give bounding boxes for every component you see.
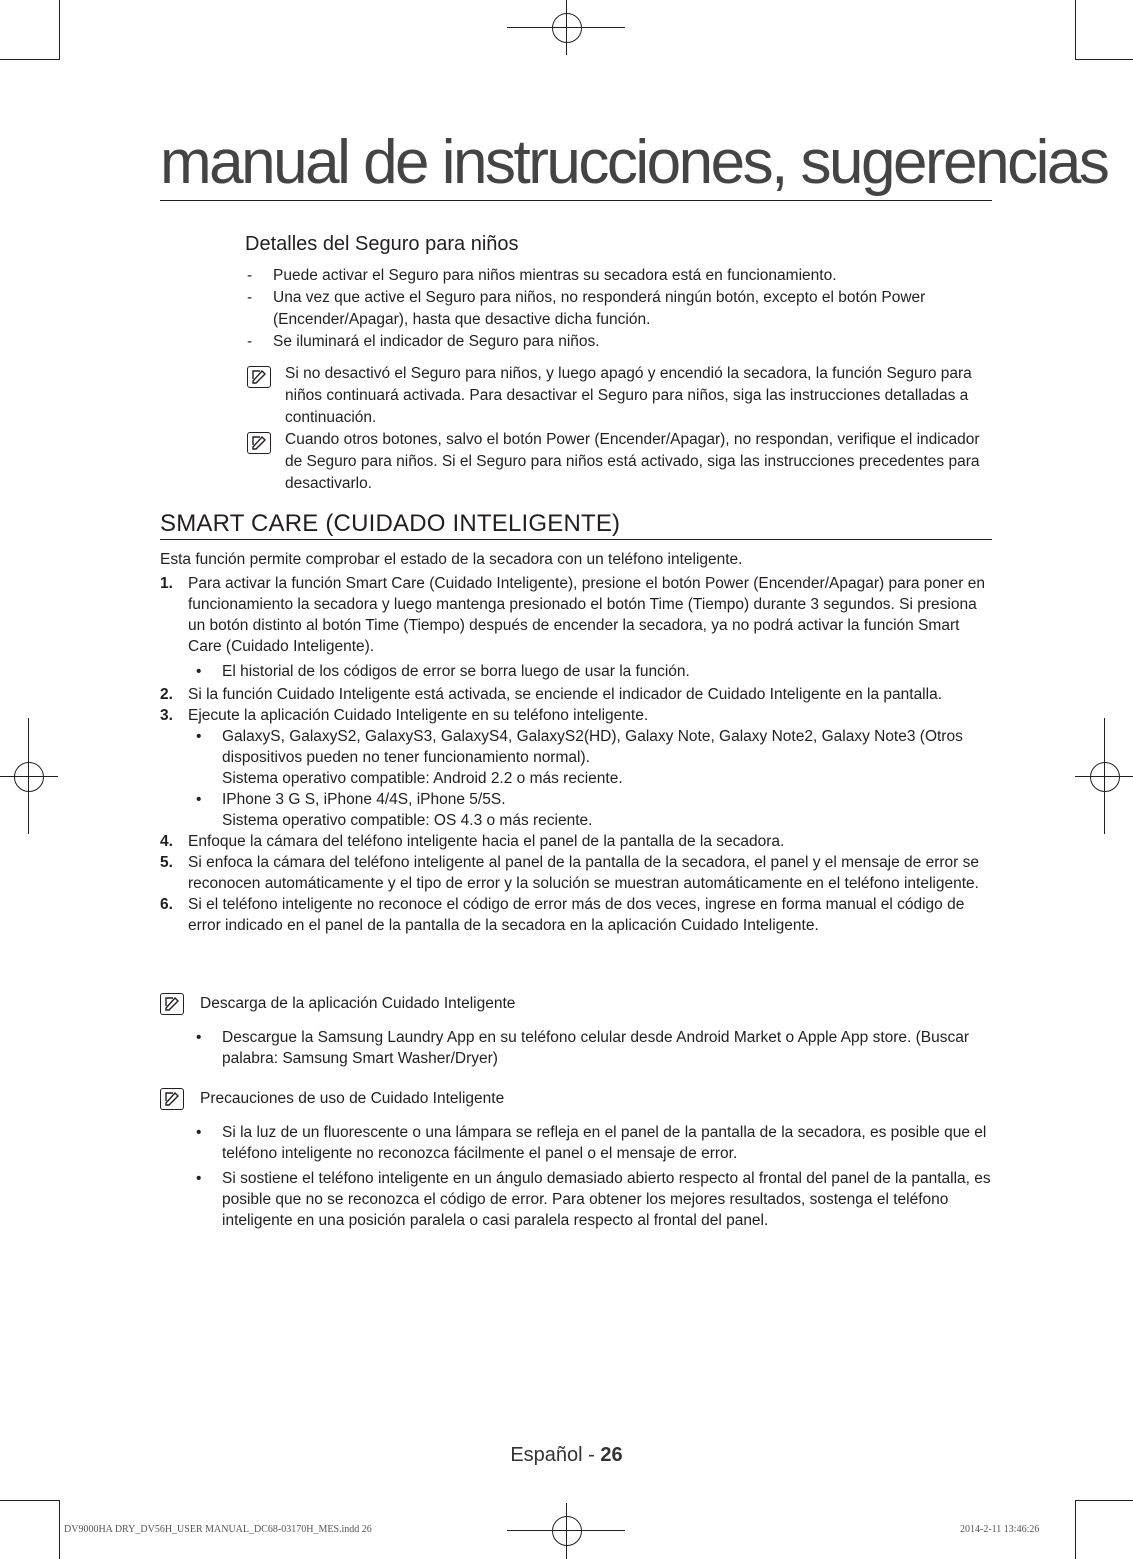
smart-care-heading: SMART CARE (CUIDADO INTELIGENTE) [160,510,621,537]
step-item: 1. Para activar la función Smart Care (Cuidado Inteligente), presione el botón Power (Encender/Apagar) para poner en funcionamiento la secadora y luego mantenga presionado el botón Time (Tiempo) durante 3 segundos. Si presiona un botón distinto al botón Time (Tiempo) después de encender la secadora, ya no podrá activar la función Smart Care (Cuidado Inteligente). • El historial de los códigos de error se borra luego de usar la función. [160,573,995,682]
section-rule [160,539,992,540]
title-rule [160,200,992,201]
note-icon [160,993,184,1015]
list-item-os: Sistema operativo compatible: OS 4.3 o más reciente. [222,812,593,829]
note-icon [160,1088,184,1110]
smart-care-steps [160,573,995,936]
note-title: Precauciones de uso de Cuidado Inteligente [200,1090,505,1107]
note-title: Descarga de la aplicación Cuidado Inteligente [200,995,516,1012]
file-slug: DV9000HA DRY_DV56H_USER MANUAL_DC68-03170H_MES.indd 26 [64,1524,372,1535]
list-item: • Si la luz de un fluorescente o una lámpara se refleja en el panel de la pantalla de la secadora, es posible que el teléfono inteligente no reconozca fácilmente el panel o el mensaje de error. [196,1124,987,1162]
list-item: • GalaxyS, GalaxyS2, GalaxyS3, GalaxyS4, GalaxyS2(HD), Galaxy Note, Galaxy Note2, Galaxy Note3 (Otros dispositivos pueden no tener funcionamiento normal). [196,728,963,766]
list-item: • IPhone 3 G S, iPhone 4/4S, iPhone 5/5S. [196,791,506,808]
list-item: - Puede activar el Seguro para niños mientras su secadora está en funcionamiento. [247,267,837,284]
step-item: 3. Ejecute la aplicación Cuidado Inteligente en su teléfono inteligente. • GalaxyS, GalaxyS2, GalaxyS3, GalaxyS4, GalaxyS2(HD), Galaxy Note, Galaxy Note2, Galaxy Note3 (Otros dispositivos pueden no tener funcionamiento normal). Sistema operativo compatible: Android 2.2 o más reciente. • IPhone 3 G S, iPhone 4/4S, iPhone 5/5S. Sistema operativo compatible: OS 4.3 o más reciente. [160,705,995,831]
child-lock-heading: Detalles del Seguro para niños [245,233,519,255]
list-item: • Si sostiene el teléfono inteligente en un ángulo demasiado abierto respecto al frontal del panel de la pantalla, es posible que no se reconozca el código de error. Para obtener los mejores resultados, sostenga el teléfono inteligente en una posición paralela o casi paralela respecto al frontal del panel. [196,1170,991,1229]
step-item: 2. Si la función Cuidado Inteligente está activada, se enciende el indicador de Cuidado Inteligente en la pantalla. [160,686,942,703]
page-title: manual de instrucciones, sugerencias [160,128,1108,197]
step-1-bullets [160,661,995,682]
crop-mark [1075,59,1133,60]
list-item: • El historial de los códigos de error se borra luego de usar la función. [196,663,690,680]
note-icon [247,432,271,454]
list-item: - Una vez que active el Seguro para niños, no responderá ningún botón, excepto el botón Power (Encender/Apagar), hasta que desactive dicha función. [247,289,926,328]
step-item: 6. Si el teléfono inteligente no reconoce el código de error más de dos veces, ingrese en forma manual el código de error indicado en el panel de la pantalla de la secadora en la aplicación Cuidado Inteligente. [160,896,965,934]
crop-mark [59,0,60,60]
step-item: 5. Si enfoca la cámara del teléfono inteligente al panel de la pantalla de la secadora, el panel y el mensaje de error se reconocen automáticamente y el tipo de error y la solución se muestran automáticamente en el teléfono inteligente. [160,854,980,892]
list-item-os: Sistema operativo compatible: Android 2.2 o más reciente. [222,770,623,787]
crop-mark [1075,1500,1076,1559]
list-item: • Descargue la Samsung Laundry App en su teléfono celular desde Android Market o Apple App store. (Buscar palabra: Samsung Smart Washer/Dryer) [196,1029,970,1067]
note-child-lock-1 [245,363,995,429]
crop-mark [59,1500,60,1559]
step-item: 4. Enfoque la cámara del teléfono inteligente hacia el panel de la pantalla de la secadora. [160,833,785,850]
page-number: Español - 26 [510,1444,623,1466]
smart-care-intro: Esta función permite comprobar el estado de la secadora con un teléfono inteligente. [160,551,743,568]
child-lock-list [245,265,995,353]
note-icon [247,366,271,388]
crop-mark [0,1500,60,1501]
crop-mark [1075,1500,1133,1501]
note-child-lock-2 [245,429,995,495]
note-download [160,993,995,1069]
list-item: - Se iluminará el indicador de Seguro para niños. [247,333,600,350]
crop-mark [1075,0,1076,60]
step-3-bullets [160,726,995,831]
crop-mark [0,59,60,60]
note-precautions [160,1088,995,1231]
print-timestamp: 2014-2-11 13:46:26 [960,1524,1040,1535]
note-text: Cuando otros botones, salvo el botón Power (Encender/Apagar), no respondan, verifique el indicador de Seguro para niños. Si el Seguro para niños está activado, siga las instrucciones precedentes para desactivarlo. [285,431,980,492]
note-text: Si no desactivó el Seguro para niños, y luego apagó y encendió la secadora, la función Seguro para niños continuará activada. Para desactivar el Seguro para niños, siga las instrucciones detalladas a continuación. [285,365,972,426]
